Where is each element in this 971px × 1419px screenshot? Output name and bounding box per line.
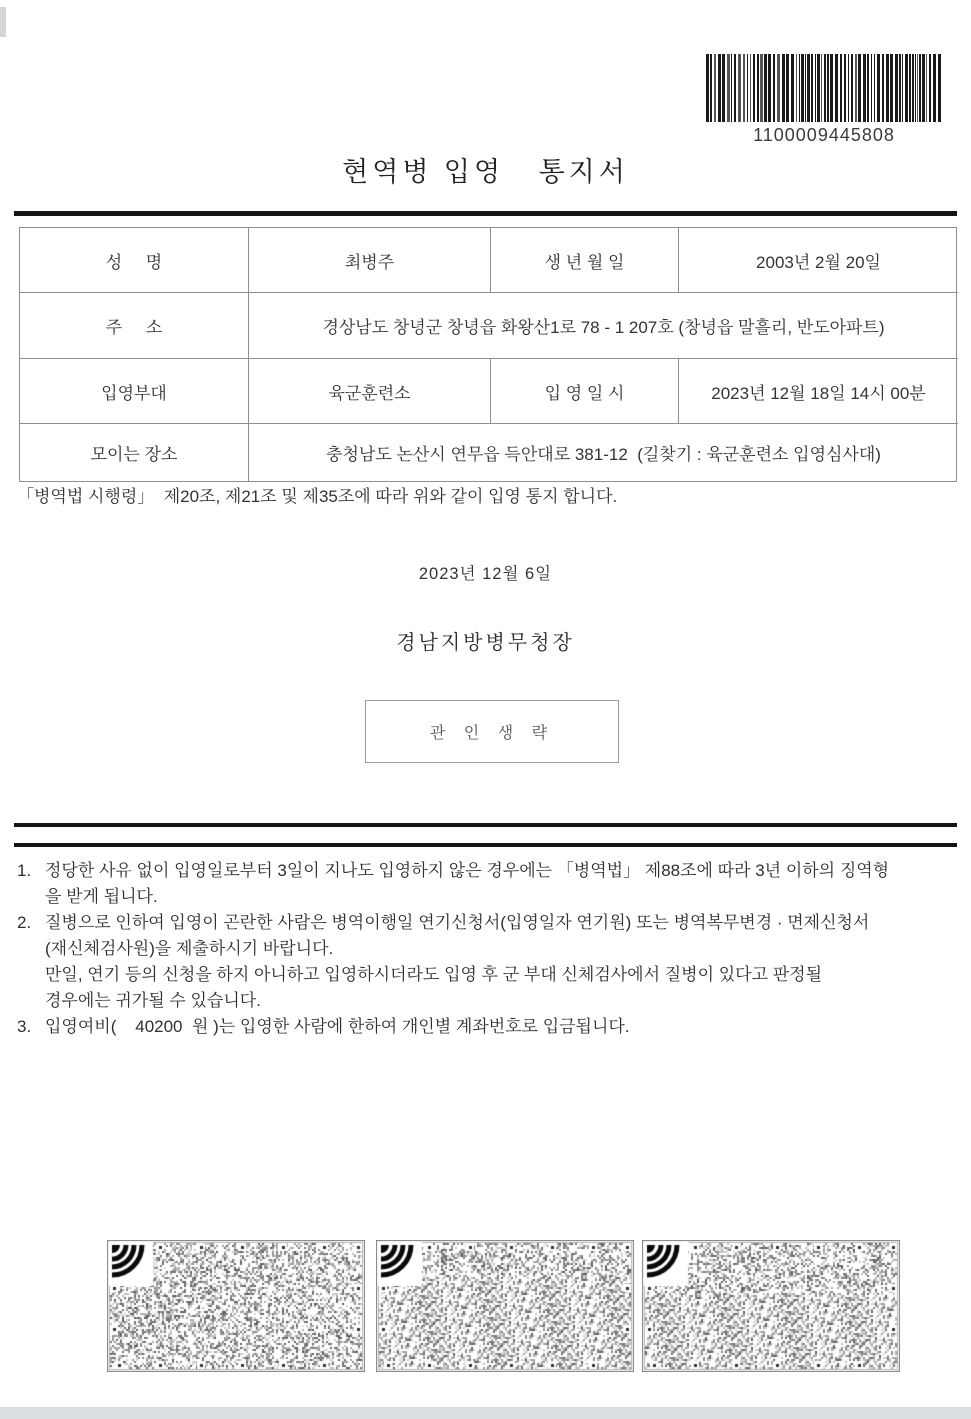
voiceye-codes bbox=[0, 1240, 971, 1372]
title-rule bbox=[14, 211, 957, 216]
note-line: 정당한 사유 없이 입영일로부터 3일이 지나도 입영하지 않은 경우에는 「병역법」 제88조에 따라 3년 이하의 징역형 bbox=[45, 861, 890, 880]
barcode-bars-icon bbox=[706, 54, 942, 122]
issue-date: 2023년 12월 6일 bbox=[418, 565, 553, 583]
note-line: 경우에는 귀가될 수 있습니다. bbox=[45, 991, 261, 1010]
field-unit-value: 육군훈련소 bbox=[249, 359, 491, 424]
note-number: 2. bbox=[17, 913, 32, 932]
notice-text: 「병역법 시행령」 제20조, 제21조 및 제35조에 따라 위와 같이 입영 통지 합니다. bbox=[17, 487, 618, 506]
voiceye-code-3 bbox=[642, 1240, 900, 1372]
field-address-value: 경상남도 창녕군 창녕읍 화왕산1로 78 - 1 207호 (창녕읍 말흘리, 반도아파트) bbox=[249, 293, 958, 359]
field-place-label: 모이는 장소 bbox=[20, 424, 249, 481]
scan-bottom-artifact bbox=[0, 1407, 971, 1419]
scan-edge-artifact bbox=[0, 7, 6, 37]
enlistment-table bbox=[19, 227, 957, 482]
field-datetime-value: 2023년 12월 18일 14시 00분 bbox=[679, 359, 958, 424]
note-line: 을 받게 됩니다. bbox=[45, 887, 158, 906]
note-number: 1. bbox=[17, 861, 32, 880]
notes-section bbox=[17, 858, 959, 1040]
voiceye-code-2 bbox=[376, 1240, 634, 1372]
note-item-2 bbox=[17, 910, 959, 1014]
field-place-value: 충청남도 논산시 연무읍 득안대로 381-12 (길찾기 : 육군훈련소 입영심사대) bbox=[326, 445, 881, 464]
field-birth-label: 생 년 월 일 bbox=[491, 228, 679, 293]
field-birth-value: 2003년 2월 20일 bbox=[679, 228, 958, 293]
field-name-label: 성 명 bbox=[20, 228, 249, 293]
note-number: 3. bbox=[17, 1017, 32, 1036]
divider-rule-top bbox=[14, 823, 957, 827]
note-line: 입영여비( 40200 원 )는 입영한 사람에 한하여 개인별 계좌번호로 입금됩니다. bbox=[45, 1017, 630, 1036]
barcode-number: 1100009445808 bbox=[753, 125, 895, 145]
note-item-3 bbox=[17, 1014, 959, 1040]
field-address-label: 주 소 bbox=[20, 293, 249, 359]
note-line: 질병으로 인하여 입영이 곤란한 사람은 병역이행일 연기신청서(입영일자 연기원) 또는 병역복무변경 · 면제신청서 bbox=[45, 913, 870, 932]
doc-title: 현역병 입영 통지서 bbox=[342, 157, 629, 187]
divider-rule-bottom bbox=[14, 843, 957, 847]
voiceye-code-1 bbox=[107, 1240, 365, 1372]
note-line: (재신체검사원)을 제출하시기 바랍니다. bbox=[45, 939, 334, 958]
barcode bbox=[706, 54, 942, 146]
note-item-1 bbox=[17, 858, 959, 910]
field-name-value: 최병주 bbox=[249, 228, 491, 293]
field-datetime-label: 입 영 일 시 bbox=[491, 359, 679, 424]
seal-omitted-text: 관 인 생 략 bbox=[429, 725, 555, 742]
note-line: 만일, 연기 등의 신청을 하지 아니하고 입영하시더라도 입영 후 군 부대 신체검사에서 질병이 있다고 판정될 bbox=[45, 965, 822, 984]
issuer-name: 경남지방병무청장 bbox=[396, 632, 575, 654]
seal-omitted-box bbox=[365, 700, 619, 763]
field-unit-label: 입영부대 bbox=[20, 359, 249, 424]
